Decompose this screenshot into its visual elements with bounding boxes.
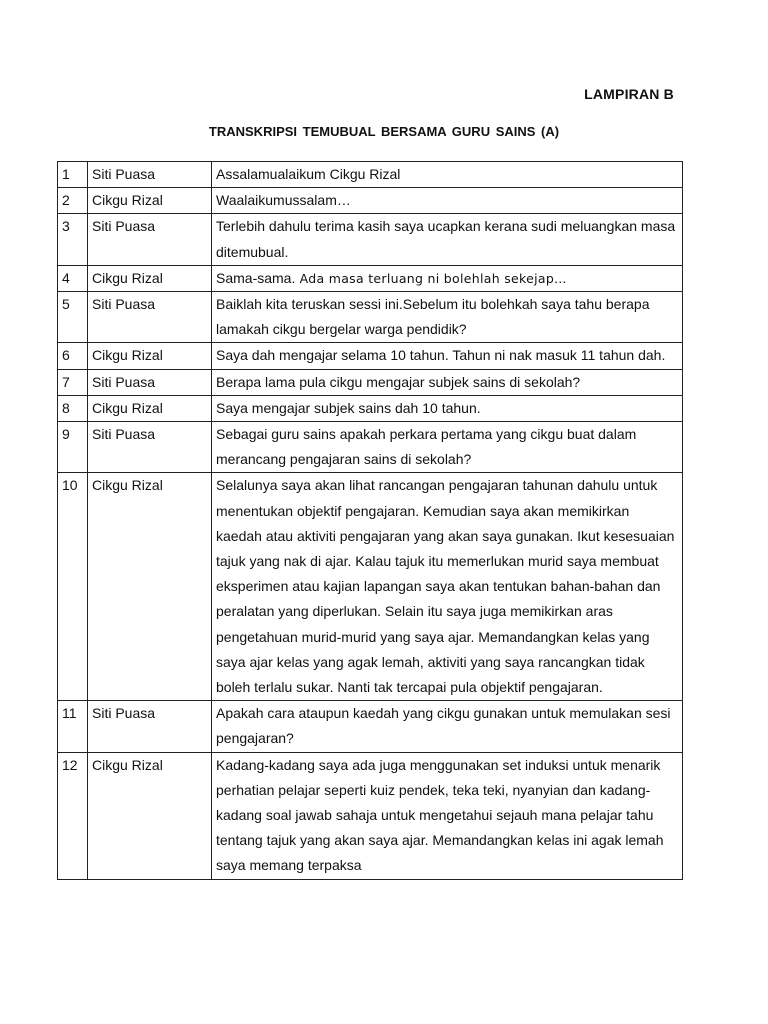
speaker-name: Siti Puasa (88, 292, 212, 343)
row-number: 2 (58, 188, 88, 214)
utterance-text-part: Ada masa terluang ni bolehlah sekejap… (295, 270, 567, 286)
utterance-text: Waalaikumussalam… (212, 188, 683, 214)
table-row (58, 473, 683, 701)
utterance-text: Saya mengajar subjek sains dah 10 tahun. (212, 395, 683, 421)
speaker-name: Cikgu Rizal (88, 343, 212, 369)
table-row (58, 752, 683, 879)
row-number: 1 (58, 162, 88, 188)
table-row (58, 214, 683, 265)
utterance-text: Selalunya saya akan lihat rancangan pengajaran tahunan dahulu untuk menentukan objektif pengajaran. Kemudian saya akan memikirkan kaedah atau aktiviti pengajaran yang akan saya gunakan. Ikut kesesuaian tajuk yang nak di ajar. Kalau tajuk itu memerlukan murid saya membuat eksperimen atau kajian lapangan saya akan tentukan bahan-bahan dan peralatan yang diperlukan. Selain itu saya juga memikirkan aras pengetahuan murid-murid yang saya ajar. Memandangkan kelas yang saya ajar kelas yang agak lemah, aktiviti yang saya rancangkan tidak boleh terlalu sukar. Nanti tak tercapai pula objektif pengajaran. (212, 473, 683, 701)
row-number: 11 (58, 701, 88, 752)
row-number: 5 (58, 292, 88, 343)
utterance-text: Assalamualaikum Cikgu Rizal (212, 162, 683, 188)
document-title: TRANSKRIPSI TEMUBUAL BERSAMA GURU SAINS (A) (208, 124, 560, 139)
speaker-name: Cikgu Rizal (88, 265, 212, 291)
appendix-label: LAMPIRAN B (584, 86, 674, 102)
speaker-name: Cikgu Rizal (88, 752, 212, 879)
row-number: 3 (58, 214, 88, 265)
row-number: 6 (58, 343, 88, 369)
utterance-text: Saya dah mengajar selama 10 tahun. Tahun ni nak masuk 11 tahun dah. (212, 343, 683, 369)
utterance-text: Kadang-kadang saya ada juga menggunakan set induksi untuk menarik perhatian pelajar seperti kuiz pendek, teka teki, nyanyian dan kadang-kadang soal jawab sahaja untuk mengetahui sejauh mana pelajar tahu tentang tajuk yang akan saya ajar. Memandangkan kelas ini agak lemah saya memang terpaksa (212, 752, 683, 879)
table-row (58, 422, 683, 473)
table-row (58, 292, 683, 343)
speaker-name: Cikgu Rizal (88, 395, 212, 421)
speaker-name: Siti Puasa (88, 369, 212, 395)
speaker-name: Siti Puasa (88, 701, 212, 752)
row-number: 10 (58, 473, 88, 701)
row-number: 4 (58, 265, 88, 291)
table-row (58, 343, 683, 369)
row-number: 12 (58, 752, 88, 879)
utterance-text (212, 265, 683, 291)
table-row (58, 188, 683, 214)
utterance-text: Apakah cara ataupun kaedah yang cikgu gunakan untuk memulakan sesi pengajaran? (212, 701, 683, 752)
speaker-name: Cikgu Rizal (88, 473, 212, 701)
table-row (58, 162, 683, 188)
utterance-text: Terlebih dahulu terima kasih saya ucapkan kerana sudi meluangkan masa ditemubual. (212, 214, 683, 265)
utterance-text: Baiklah kita teruskan sessi ini.Sebelum itu bolehkah saya tahu berapa lamakah cikgu bergelar warga pendidik? (212, 292, 683, 343)
speaker-name: Siti Puasa (88, 422, 212, 473)
table-row (58, 395, 683, 421)
row-number: 8 (58, 395, 88, 421)
row-number: 7 (58, 369, 88, 395)
speaker-name: Siti Puasa (88, 162, 212, 188)
row-number: 9 (58, 422, 88, 473)
utterance-text-part: Sama-sama. (216, 269, 296, 286)
transcript-table (57, 161, 683, 880)
table-row (58, 701, 683, 752)
table-row (58, 369, 683, 395)
utterance-text: Sebagai guru sains apakah perkara pertama yang cikgu buat dalam merancang pengajaran sains di sekolah? (212, 422, 683, 473)
speaker-name: Siti Puasa (88, 214, 212, 265)
utterance-text: Berapa lama pula cikgu mengajar subjek sains di sekolah? (212, 369, 683, 395)
speaker-name: Cikgu Rizal (88, 188, 212, 214)
table-row (58, 265, 683, 291)
